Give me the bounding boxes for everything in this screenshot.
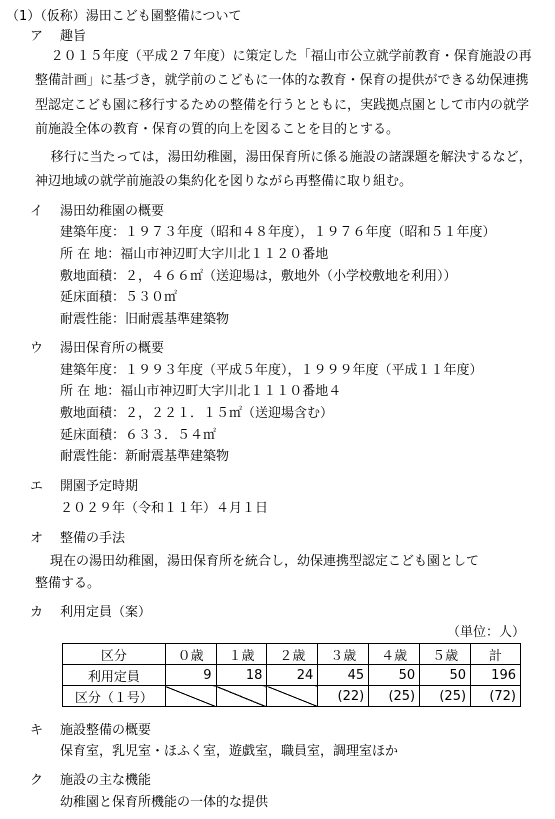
cell-type1-age-0-empty [165, 686, 216, 707]
nursery-build-year: 建築年度：１９９３年度（平成５年度），１９９９年度（平成１１年度） [60, 363, 483, 378]
header-age-5: ５歳 [420, 644, 471, 665]
section-marker-ku: ク [30, 773, 44, 788]
cell-capacity-age-5: 50 [420, 665, 471, 686]
purpose-paragraph-1: ２０１５年度（平成２７年度）に策定した「福山市公立就学前教育・保育施設の再整備計画」に基づき，就学前のこどもに一体的な教育・保育の提供ができる幼保連携型認定こども園に移行するための整備を行うとともに，実践拠点園として市内の就学前施設全体の教育・保育の質的向上を図ることを目的とする。 [35, 49, 532, 138]
purpose-paragraph-2: 移行に当たっては，湯田幼稚園，湯田保育所に係る施設の諸課題を解決するなど，神辺地域の就学前施設の集約化を図りながら再整備に取り組む。 [35, 150, 532, 190]
section-heading-facilities: 施設整備の概要 [60, 723, 152, 738]
kindergarten-floor-area: 延床面積：５３０㎡ [60, 290, 178, 305]
section-marker-ka: カ [30, 605, 44, 620]
capacity-table [62, 643, 521, 707]
cell-type1-age-5: (25) [420, 686, 471, 707]
cell-capacity-age-3: 45 [318, 665, 369, 686]
section-marker-a: ア [30, 29, 44, 44]
table-row [63, 665, 521, 686]
section-marker-e: エ [30, 479, 44, 494]
table-row [63, 686, 521, 707]
section-marker-ki: キ [30, 723, 44, 738]
header-age-4: ４歳 [369, 644, 420, 665]
header-age-1: １歳 [216, 644, 267, 665]
section-marker-i: イ [30, 204, 44, 219]
row-label-capacity: 利用定員 [63, 665, 166, 686]
row-label-type1: 区分（１号） [63, 686, 166, 707]
section-heading-opening: 開園予定時期 [60, 479, 139, 494]
facilities-text: 保育室，乳児室・ほふく室，遊戯室，職員室，調理室ほか [60, 744, 399, 759]
nursery-site-area: 敷地面積：２，２２１．１５㎡（送迎場含む） [60, 406, 334, 421]
section-heading-method: 整備の手法 [60, 531, 126, 546]
opening-date: ２０２９年（令和１１年）４月１日 [60, 501, 269, 516]
section-heading-functions: 施設の主な機能 [60, 773, 152, 788]
cell-capacity-age-1: 18 [216, 665, 267, 686]
functions-text: 幼稚園と保育所機能の一体的な提供 [60, 795, 269, 810]
kindergarten-address: 所 在 地：福山市神辺町大字川北１１２０番地 [60, 247, 329, 262]
cell-capacity-age-2: 24 [267, 665, 318, 686]
header-age-2: ２歳 [267, 644, 318, 665]
cell-type1-age-3: (22) [318, 686, 369, 707]
header-category: 区分 [63, 644, 166, 665]
table-header-row [63, 644, 521, 665]
section-heading-capacity: 利用定員（案） [60, 605, 152, 620]
cell-capacity-total: 196 [471, 665, 521, 686]
kindergarten-build-year: 建築年度：１９７３年度（昭和４８年度），１９７６年度（昭和５１年度） [60, 225, 496, 240]
section-heading-kindergarten: 湯田幼稚園の概要 [60, 204, 165, 219]
cell-type1-age-1-empty [216, 686, 267, 707]
section-marker-u: ウ [30, 341, 44, 356]
nursery-address: 所 在 地：福山市神辺町大字川北１１１０番地４ [60, 384, 342, 399]
cell-type1-age-2-empty [267, 686, 318, 707]
kindergarten-seismic: 耐震性能：旧耐震基準建築物 [60, 312, 230, 327]
nursery-floor-area: 延床面積：６３３．５４㎡ [60, 428, 217, 443]
section-heading-purpose: 趣旨 [60, 29, 87, 44]
kindergarten-site-area: 敷地面積：２，４６６㎡（送迎場は，敷地外（小学校敷地を利用）） [60, 269, 457, 284]
header-age-0: ０歳 [165, 644, 216, 665]
section-heading-nursery: 湯田保育所の概要 [60, 341, 165, 356]
method-line-1: 現在の湯田幼稚園，湯田保育所を統合し，幼保連携型認定こども園として [50, 554, 480, 569]
method-line-2: 整備する。 [35, 576, 101, 591]
cell-type1-total: (72) [471, 686, 521, 707]
cell-type1-age-4: (25) [369, 686, 420, 707]
cell-capacity-age-4: 50 [369, 665, 420, 686]
section-marker-o: オ [30, 531, 44, 546]
cell-capacity-age-0: 9 [165, 665, 216, 686]
document-title: （1）（仮称）湯田こども園整備について [6, 9, 242, 24]
unit-label: （単位：人） [446, 625, 525, 640]
header-total: 計 [471, 644, 521, 665]
header-age-3: ３歳 [318, 644, 369, 665]
nursery-seismic: 耐震性能：新耐震基準建築物 [60, 449, 230, 464]
